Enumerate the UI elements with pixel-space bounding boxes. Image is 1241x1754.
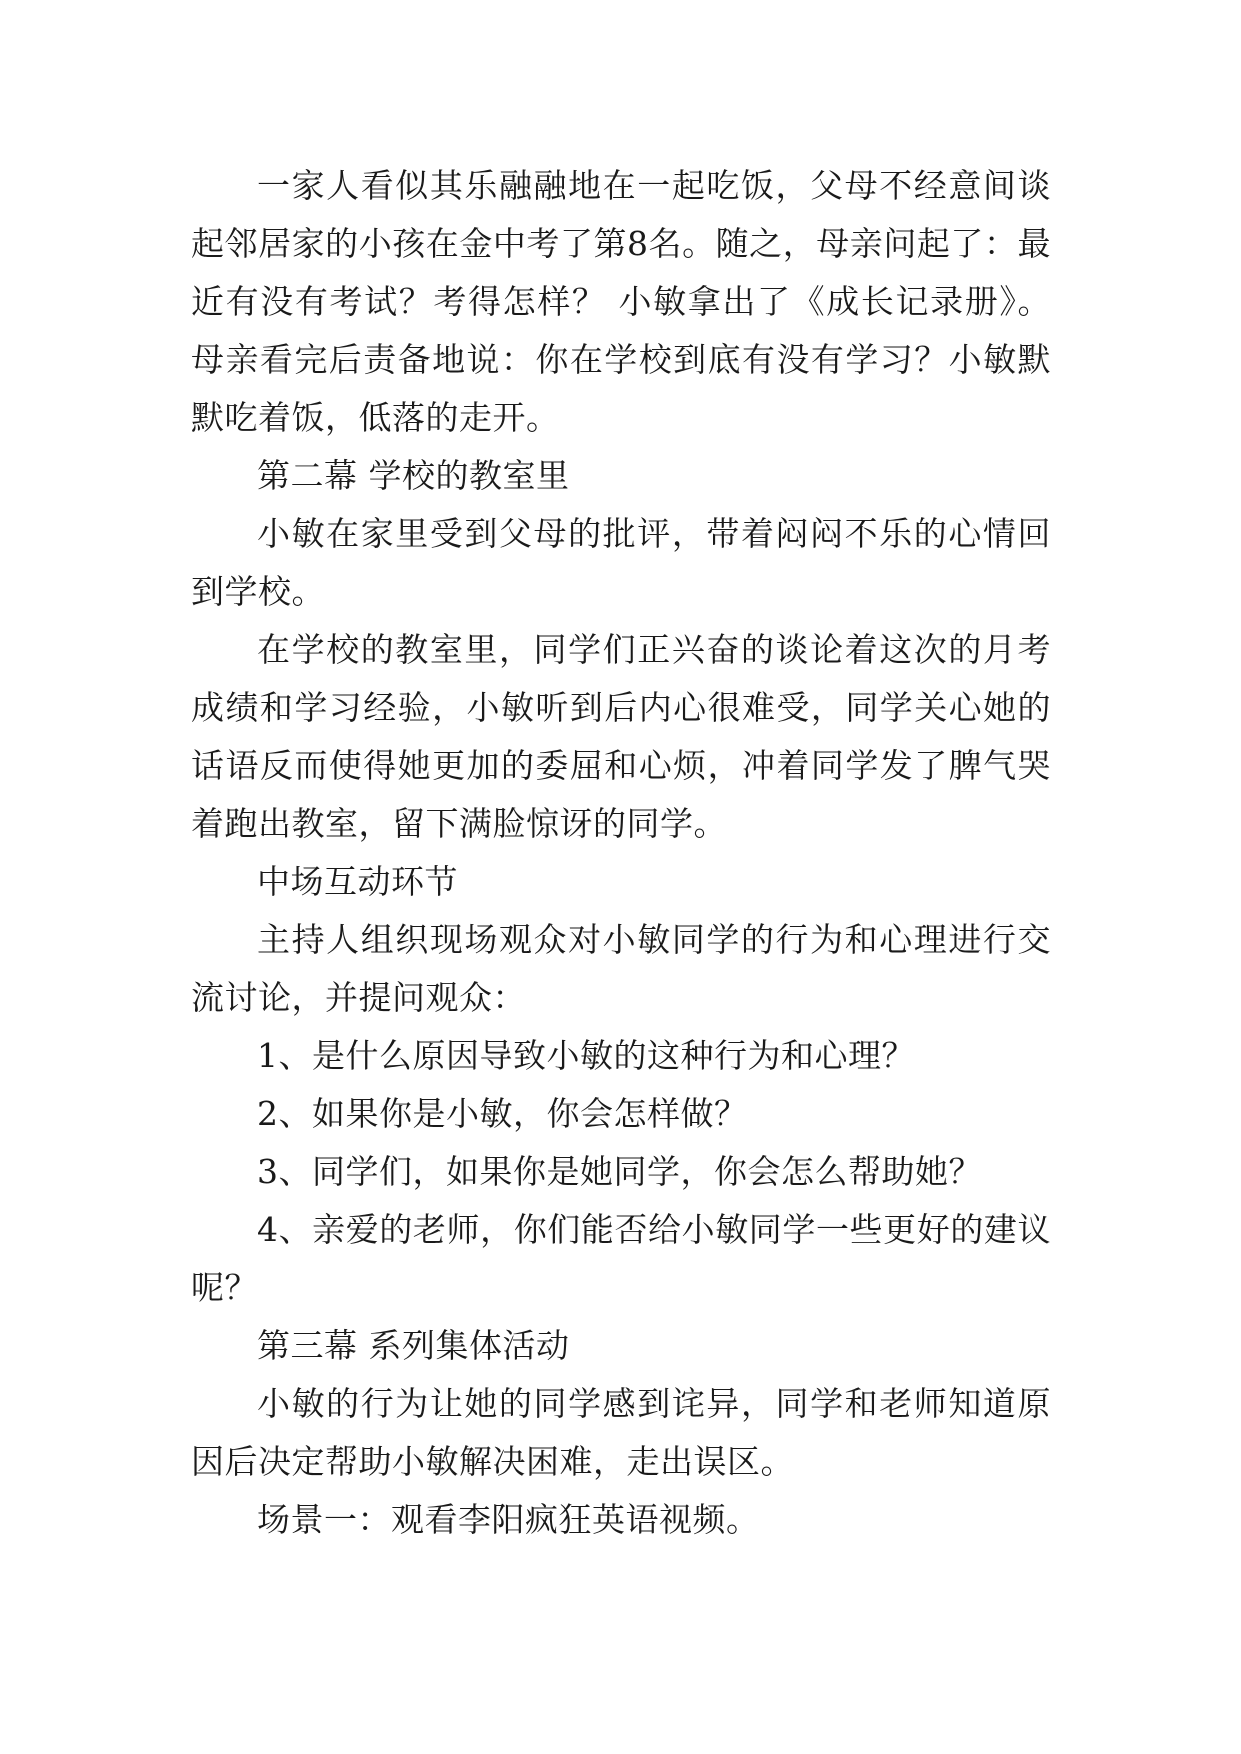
question-3: 3、同学们，如果你是她同学，你会怎么帮助她？	[257, 1152, 982, 1191]
paragraph-help-decision: 小敏的行为让她的同学感到诧异，同学和老师知道原因后决定帮助小敏解决困难，走出误区。	[191, 1384, 1051, 1481]
heading-act-two: 第二幕 学校的教室里	[257, 456, 570, 495]
document-body	[191, 157, 1051, 1549]
heading-act-three: 第三幕 系列集体活动	[257, 1326, 570, 1365]
paragraph-host-discussion: 主持人组织现场观众对小敏同学的行为和心理进行交流讨论，并提问观众：	[191, 920, 1051, 1017]
question-4: 4、亲爱的老师，你们能否给小敏同学一些更好的建议呢？	[191, 1210, 1051, 1307]
paragraph-family-dinner: 一家人看似其乐融融地在一起吃饭，父母不经意间谈起邻居家的小孩在金中考了第8名。随之，母亲问起了：最近有没有考试？考得怎样？ 小敏拿出了《成长记录册》。母亲看完后责备地说：你在学校到底有没有学习？小敏默默吃着饭，低落的走开。	[191, 166, 1051, 437]
question-2: 2、如果你是小敏，你会怎样做？	[257, 1094, 748, 1133]
heading-interaction: 中场互动环节	[257, 862, 458, 901]
question-1: 1、是什么原因导致小敏的这种行为和心理？	[257, 1036, 915, 1075]
paragraph-classroom: 在学校的教室里，同学们正兴奋的谈论着这次的月考成绩和学习经验，小敏听到后内心很难受，同学关心她的话语反而使得她更加的委屈和心烦，冲着同学发了脾气哭着跑出教室，留下满脸惊讶的同学。	[191, 630, 1051, 843]
paragraph-criticized: 小敏在家里受到父母的批评，带着闷闷不乐的心情回到学校。	[191, 514, 1051, 611]
paragraph-scene-one: 场景一：观看李阳疯狂英语视频。	[257, 1500, 760, 1539]
